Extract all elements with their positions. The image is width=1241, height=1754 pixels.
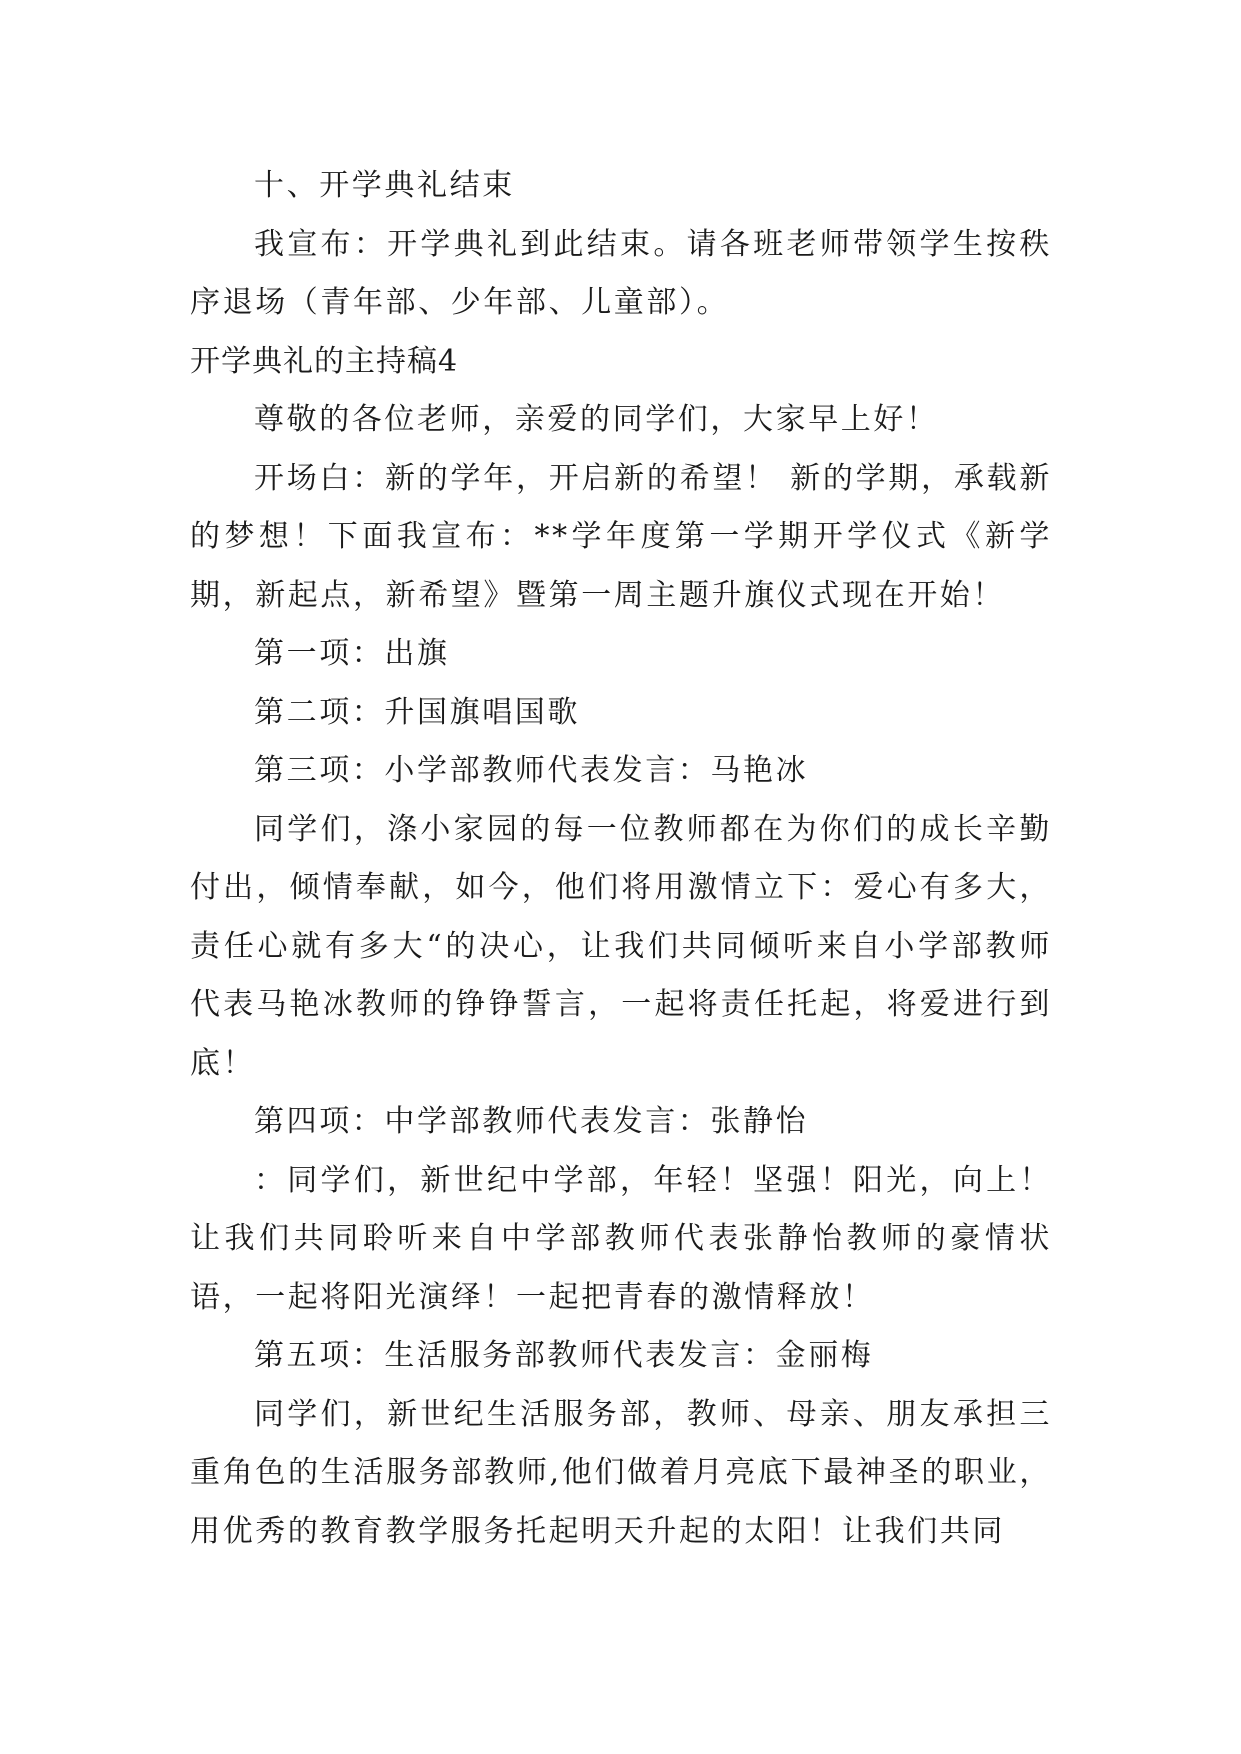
agenda-item: 第二项：升国旗唱国歌 — [254, 694, 580, 730]
paragraph: 尊敬的各位老师，亲爱的同学们，大家早上好！ — [254, 402, 939, 437]
agenda-item: 第一项：出旗 — [254, 636, 450, 671]
agenda-item: 第三项：小学部教师代表发言：马艳冰 — [254, 753, 809, 788]
paragraph: 同学们，涤小家园的每一位教师都在为你们的成长辛勤付出，倾情奉献，如今，他们将用激情立下：爱心有多大，责任心就有多大“的决心，让我们共同倾听来自小学部教师代表马艳冰教师的铮铮誓言，一起将责任托起，将爱进行到底！ — [190, 811, 1052, 1081]
document-title: 开学典礼的主持稿4 — [190, 343, 459, 379]
paragraph: 我宣布：开学典礼到此结束。请各班老师带领学生按秩序退场（青年部、少年部、儿童部）。 — [190, 226, 1052, 320]
agenda-item: 第四项：中学部教师代表发言：张静怡 — [254, 1104, 809, 1139]
document-body — [190, 157, 1052, 1561]
paragraph: 同学们，新世纪生活服务部，教师、母亲、朋友承担三重角色的生活服务部教师,他们做着月亮底下最神圣的职业，用优秀的教育教学服务托起明天升起的太阳！让我们共同 — [190, 1396, 1052, 1549]
section-heading-closing: 十、开学典礼结束 — [254, 168, 515, 203]
paragraph: ：同学们，新世纪中学部，年轻！坚强！阳光，向上！让我们共同聆听来自中学部教师代表张静怡教师的豪情状语，一起将阳光演绎！一起把青春的激情释放！ — [190, 1162, 1052, 1315]
agenda-item: 第五项：生活服务部教师代表发言：金丽梅 — [254, 1338, 874, 1373]
paragraph: 开场白：新的学年，开启新的希望！ 新的学期，承载新的梦想！下面我宣布：**学年度第一学期开学仪式《新学期，新起点，新希望》暨第一周主题升旗仪式现在开始！ — [190, 460, 1052, 613]
